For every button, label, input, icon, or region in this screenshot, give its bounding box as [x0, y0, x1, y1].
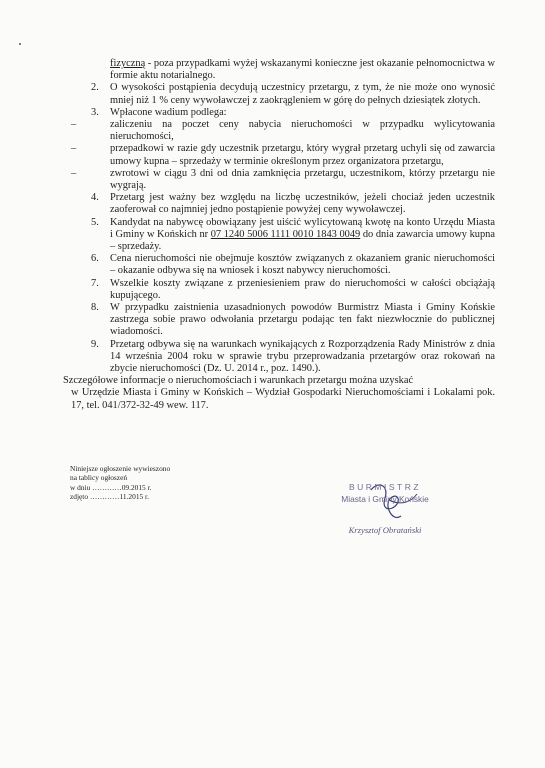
- point-9: 9. Przetarg odbywa się na warunkach wynikających z Rozporządzenia Rady Ministrów z dnia 14 września 2004 roku w sprawie trybu przeprowadzania przetargów oraz rokowań na zbycie nieruchomości (Dz. U. 2014 r., poz. 1490.).: [91, 338, 495, 375]
- bank-account-number: 07 1240 5006 1111 0010 1843 0049: [210, 228, 361, 240]
- wadium-bullet-2: – przepadkowi w razie gdy uczestnik przetargu, który wygrał przetarg uchyli się od zawarcia umowy kupna – sprzedaży w terminie określonym przez organizatora przetargu,: [71, 143, 495, 167]
- document-body: [63, 58, 495, 412]
- stamp-name: Krzysztof Obratański: [348, 525, 422, 535]
- point-8: 8. W przypadku zaistnienia uzasadnionych powodów Burmistrz Miasta i Gminy Końskie zastrzega sobie prawo odwołania przetargu podając ten fakt niezwłocznie do publicznej wiadomości.: [91, 302, 495, 338]
- wadium-bullet-1: – zaliczeniu na poczet ceny nabycia nieruchomości w przypadku wylicytowania nieruchomości,: [71, 119, 495, 143]
- mayor-stamp: [331, 482, 439, 544]
- posting-note: Niniejsze ogłoszenie wywieszono na tablicy ogłoszeń w dniu …………09.2015 r. zdjęto …………11.2015 r.: [70, 464, 171, 501]
- stamp-subtitle: Miasta i Gminy Końskie: [341, 494, 429, 504]
- wadium-bullet-3: – zwrotowi w ciągu 3 dni od dnia zamknięcia przetargu, uczestnikom, którzy przetargu nie wygrają.: [71, 167, 495, 192]
- info-paragraph: Szczegółowe informacje o nieruchomościach i warunkach przetargu można uzyskać: [63, 375, 414, 387]
- continuation-text: fizyczną - poza przypadkami wyżej wskazanymi konieczne jest okazanie pełnomocnictwa w formie aktu notarialnego.: [110, 58, 495, 82]
- scan-speck: [19, 43, 21, 45]
- stamp-title: BURMISTRZ: [348, 482, 422, 492]
- point-2: 2. O wysokości postąpienia decydują uczestnicy przetargu, z tym, że nie może ono wynosić mniej niż 1 % ceny wywoławczej z zaokrągleniem w górę do pełnych dziesiątek złotych.: [91, 82, 495, 106]
- point-7: 7. Wszelkie koszty związane z przeniesieniem praw do nieruchomości w całości obciążają kupującego.: [91, 277, 495, 301]
- point-4: 4. Przetarg jest ważny bez względu na liczbę uczestników, jeżeli chociaż jeden uczestnik zaoferował co najmniej jedno postąpienie powyżej ceny wywoławczej.: [91, 192, 495, 216]
- info-paragraph-continued: w Urzędzie Miasta i Gminy w Końskich – Wydział Gospodarki Nieruchomościami i Lokalami pok. 17, tel. 041/372-32-49 wew. 117.: [71, 387, 495, 411]
- point-6: 6. Cena nieruchomości nie obejmuje kosztów związanych z okazaniem granic nieruchomości – okazanie odbywa się na wniosek i koszt nabywcy nieruchomości.: [91, 253, 495, 277]
- point-5: 5. Kandydat na nabywcę obowiązany jest uiścić wylicytowaną kwotę na konto Urzędu Miasta i Gminy w Końskich nr 07 1240 5006 1111 0010 1843 0049 do dnia zawarcia umowy kupna – sprzedaży.: [91, 216, 495, 253]
- point-3: 3. Wpłacone wadium podlega:: [91, 106, 227, 118]
